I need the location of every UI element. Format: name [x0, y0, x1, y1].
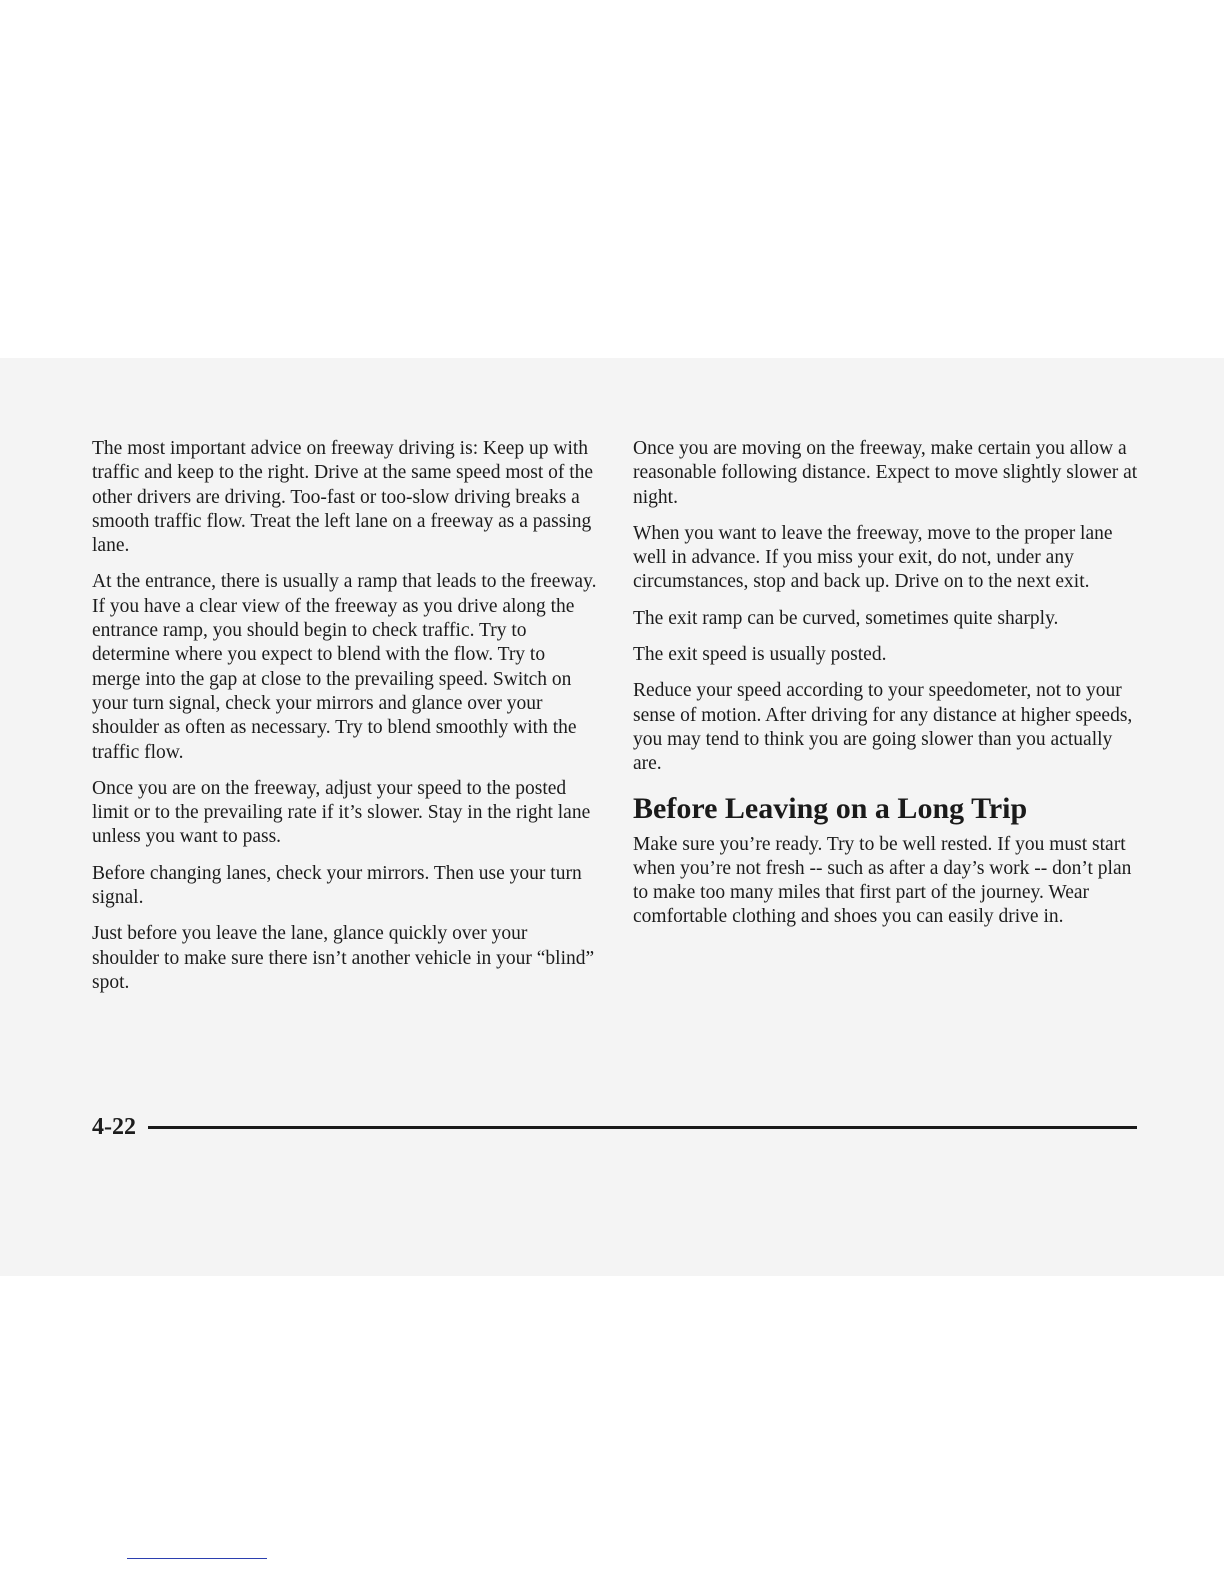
- paragraph-exit-speed: The exit speed is usually posted.: [633, 644, 887, 666]
- paragraph-exit-ramp: The exit ramp can be curved, sometimes quite sharply.: [633, 607, 1059, 629]
- bottom-link-underline: [127, 1558, 267, 1559]
- paragraph-adjust-speed: Once you are on the freeway, adjust your speed to the posted limit or to the prevailing rate if it’s slower. Stay in the right lane unless you want to pass.: [92, 777, 591, 848]
- paragraph-reduce-speed: Reduce your speed according to your speedometer, not to your sense of motion. After driving for any distance at higher speeds, you may tend to think you are going slower than you actually are.: [633, 680, 1133, 775]
- section-heading: Before Leaving on a Long Trip: [633, 791, 1028, 825]
- page-number: 4-22: [92, 1114, 136, 1140]
- paragraph-leaving-freeway: When you want to leave the freeway, move to the proper lane well in advance. If you miss your exit, do not, under any circumstances, stop and back up. Drive on to the next exit.: [633, 522, 1113, 593]
- paragraph-changing-lanes: Before changing lanes, check your mirrors. Then use your turn signal.: [92, 862, 582, 909]
- paragraph-entrance-ramp: At the entrance, there is usually a ramp that leads to the freeway. If you have a clear view of the freeway as you drive along the entrance ramp, you should begin to check traffic. Try to determine where you expect to blend with the flow. Try to merge into the gap at close to the prevailing speed. Switch on your turn signal, check your mirrors and glance over your shoulder as often as necessary. Try to blend smoothly with the traffic flow.: [92, 571, 597, 763]
- left-column: [92, 437, 597, 1007]
- paragraph-following-distance: Once you are moving on the freeway, make certain you allow a reasonable following distance. Expect to move slightly slower at night.: [633, 438, 1138, 508]
- paragraph-freeway-advice: The most important advice on freeway driving is: Keep up with traffic and keep to the right. Drive at the same speed most of the other drivers are driving. Too-fast or too-slow driving breaks a smooth traffic flow. Treat the left lane on a freeway as a passing lane.: [92, 438, 594, 557]
- paragraph-blind-spot: Just before you leave the lane, glance quickly over your shoulder to make sure there isn’t another vehicle in your “blind” spot.: [92, 923, 595, 993]
- paragraph-long-trip: Make sure you’re ready. Try to be well rested. If you must start when you’re not fresh -- such as after a day’s work -- don’t plan to make too many miles that first part of the journey. Wear comfortable clothing and shoes you can easily drive in.: [633, 833, 1132, 928]
- page-footer: [92, 1110, 1137, 1144]
- right-column: [633, 437, 1138, 942]
- footer-rule: [148, 1126, 1137, 1129]
